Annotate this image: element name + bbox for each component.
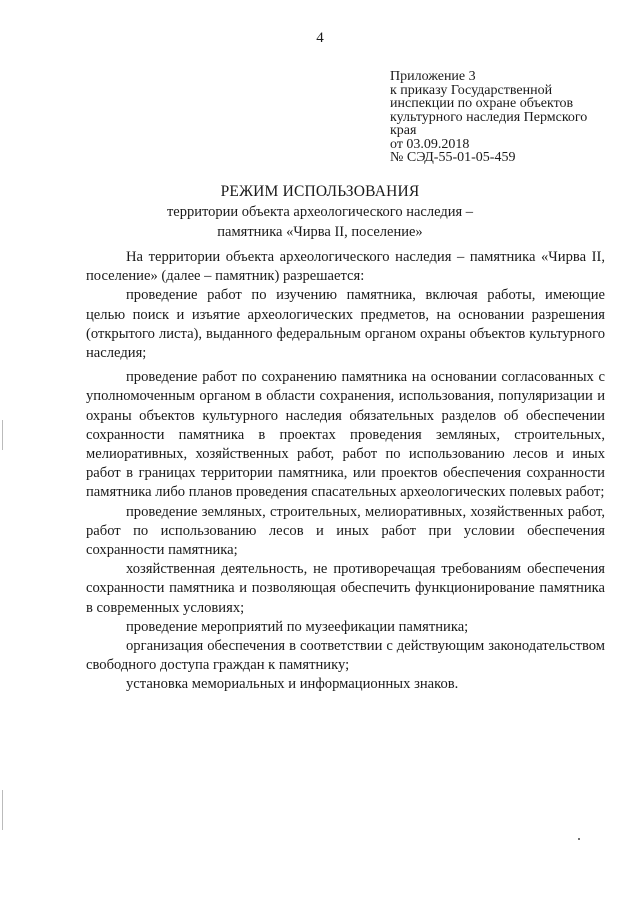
- scan-speck: [578, 838, 580, 840]
- document-subtitle-line1: территории объекта археологического наследия –: [166, 204, 474, 220]
- appendix-line: к приказу Государственной: [390, 82, 553, 98]
- appendix-header: [390, 70, 615, 165]
- appendix-line: от 03.09.2018: [390, 136, 470, 152]
- document-subtitle-line2: памятника «Чирва II, поселение»: [217, 224, 423, 240]
- document-title: РЕЖИМ ИСПОЛЬЗОВАНИЯ: [220, 183, 420, 200]
- appendix-line: края: [390, 123, 417, 138]
- appendix-line: культурного наследия Пермского: [390, 109, 588, 125]
- paragraph-item: проведение земляных, строительных, мелиоративных, хозяйственных работ, работ по использованию лесов и иных работ при условии обеспечения сохранности памятника;: [86, 503, 605, 559]
- paragraph-item: организация обеспечения в соответствии с действующим законодательством свободного доступа граждан к памятнику;: [86, 638, 605, 674]
- document-body: [86, 248, 605, 695]
- paragraph-item: хозяйственная деятельность, не противоречащая требованиям обеспечения сохранности памятника и позволяющая обеспечить функционирование памятника в современных условиях;: [86, 561, 605, 616]
- appendix-line: Приложение 3: [390, 69, 476, 84]
- page-number: 4: [316, 30, 324, 46]
- scan-margin-mark: [2, 420, 3, 450]
- appendix-line: инспекции по охране объектов: [390, 96, 574, 111]
- paragraph-item: проведение мероприятий по музеефикации памятника;: [126, 618, 469, 635]
- appendix-line: № СЭД-55-01-05-459: [390, 150, 516, 165]
- paragraph-item: проведение работ по изучению памятника, включая работы, имеющие целью поиск и изъятие археологических предметов, на основании разрешения (открытого листа), выданного федеральным органом охраны объектов культурного наследия;: [86, 287, 605, 362]
- paragraph-item: установка мемориальных и информационных знаков.: [126, 676, 459, 693]
- paragraph-intro: На территории объекта археологического наследия – памятника «Чирва II, поселение» (далее – памятник) разрешается:: [86, 249, 605, 285]
- scan-margin-mark: [2, 790, 3, 830]
- paragraph-item: проведение работ по сохранению памятника на основании согласованных с уполномоченным органом в области сохранения, использования, популяризации и охраны объектов культурного наследия обязательных разделов об обеспечении сохранности памятника в проектах проведения земляных, строительных, мелиоративных, хозяйственных работ, работ по использованию лесов и иных работ в границах территории памятника, или проектов обеспечения сохранности памятника либо планов проведения спасательных археологических полевых работ;: [86, 369, 605, 501]
